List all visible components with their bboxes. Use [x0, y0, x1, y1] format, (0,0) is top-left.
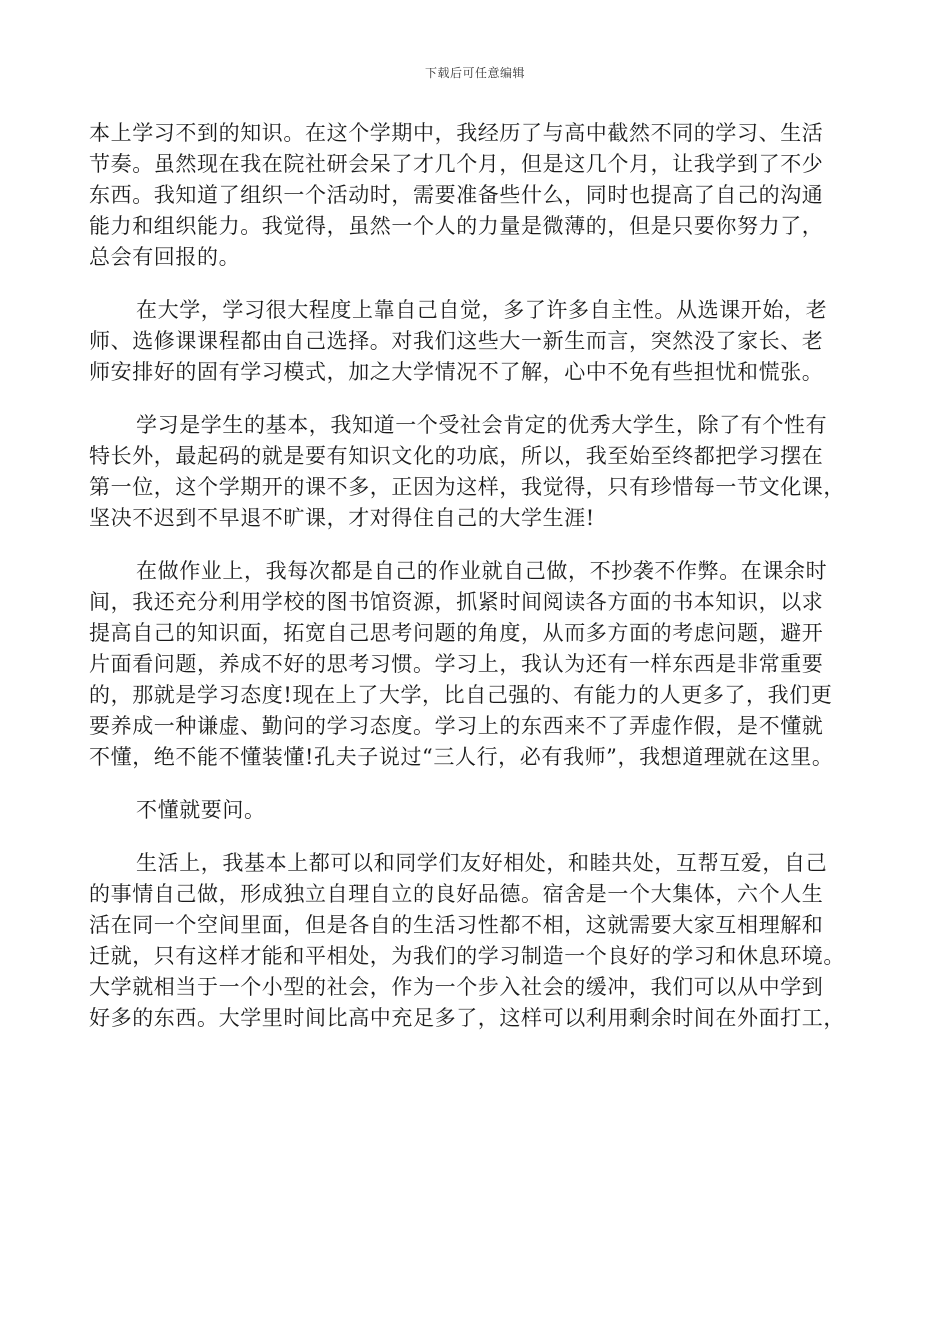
text-line: 间，我还充分利用学校的图书馆资源，抓紧时间阅读各方面的书本知识，以求 [89, 590, 824, 614]
text-line: 在做作业上，我每次都是自己的作业就自己做，不抄袭不作弊。在课余时 [136, 559, 828, 583]
text-line: 节奏。虽然现在我在院社研会呆了才几个月，但是这几个月，让我学到了不少 [89, 152, 824, 176]
paragraph-life [89, 848, 873, 1034]
text-line: 东西。我知道了组织一个活动时，需要准备些什么，同时也提高了自己的沟通 [89, 183, 824, 207]
text-line: 在大学，学习很大程度上靠自己自觉，多了许多自主性。从选课开始，老 [136, 298, 828, 322]
text-line: 片面看问题，养成不好的思考习惯。学习上，我认为还有一样东西是非常重要 [89, 652, 824, 676]
text-line: 要养成一种谦虚、勤问的学习态度。学习上的东西来不了弄虚作假，是不懂就 [89, 714, 824, 738]
text-line: 第一位，这个学期开的课不多，正因为这样，我觉得，只有珍惜每一节文化课， [89, 475, 845, 499]
text-line: 特长外，最起码的就是要有知识文化的功底，所以，我至始至终都把学习摆在 [89, 444, 824, 468]
page-header: 下载后可任意编辑 [424, 66, 525, 80]
text-line: 好多的东西。大学里时间比高中充足多了，这样可以利用剩余时间在外面打工， [89, 1006, 845, 1030]
paragraph-continuation [89, 118, 873, 273]
text-line: 总会有回报的。 [89, 245, 241, 269]
paragraph-college-study [89, 295, 873, 388]
paragraph-ask-questions [89, 795, 873, 826]
text-line: 能力和组织能力。我觉得，虽然一个人的力量是微薄的，但是只要你努力了， [89, 214, 824, 238]
paragraph-homework [89, 556, 873, 773]
text-line: 不懂，绝不能不懂装懂!孔夫子说过“三人行，必有我师”，我想道理就在这里。 [89, 745, 834, 769]
text-line: 的事情自己做，形成独立自理自立的良好品德。宿舍是一个大集体，六个人生 [89, 882, 824, 906]
text-line: 大学就相当于一个小型的社会，作为一个步入社会的缓冲，我们可以从中学到 [89, 975, 824, 999]
text-line: 不懂就要问。 [136, 798, 266, 822]
text-line: 提高自己的知识面，拓宽自己思考问题的角度，从而多方面的考虑问题，避开 [89, 621, 824, 645]
text-line: 学习是学生的基本，我知道一个受社会肯定的优秀大学生，除了有个性有 [136, 413, 828, 437]
text-line: 师、选修课课程都由自己选择。对我们这些大一新生而言，突然没了家长、老 [89, 329, 824, 353]
text-line: 的，那就是学习态度!现在上了大学，比自己强的、有能力的人更多了，我们更 [89, 683, 833, 707]
text-line: 本上学习不到的知识。在这个学期中，我经历了与高中截然不同的学习、生活 [89, 121, 824, 145]
paragraph-study-basics [89, 410, 873, 534]
text-line: 师安排好的固有学习模式，加之大学情况不了解，心中不免有些担忧和慌张。 [89, 360, 824, 384]
text-line: 迁就，只有这样才能和平相处，为我们的学习制造一个良好的学习和休息环境。 [89, 944, 845, 968]
text-line: 坚决不迟到不早退不旷课，才对得住自己的大学生涯! [89, 506, 595, 530]
text-line: 活在同一个空间里面，但是各自的生活习性都不相，这就需要大家互相理解和 [89, 913, 824, 937]
text-line: 生活上，我基本上都可以和同学们友好相处，和睦共处，互帮互爱，自己 [136, 851, 828, 875]
document-body [89, 118, 873, 1034]
